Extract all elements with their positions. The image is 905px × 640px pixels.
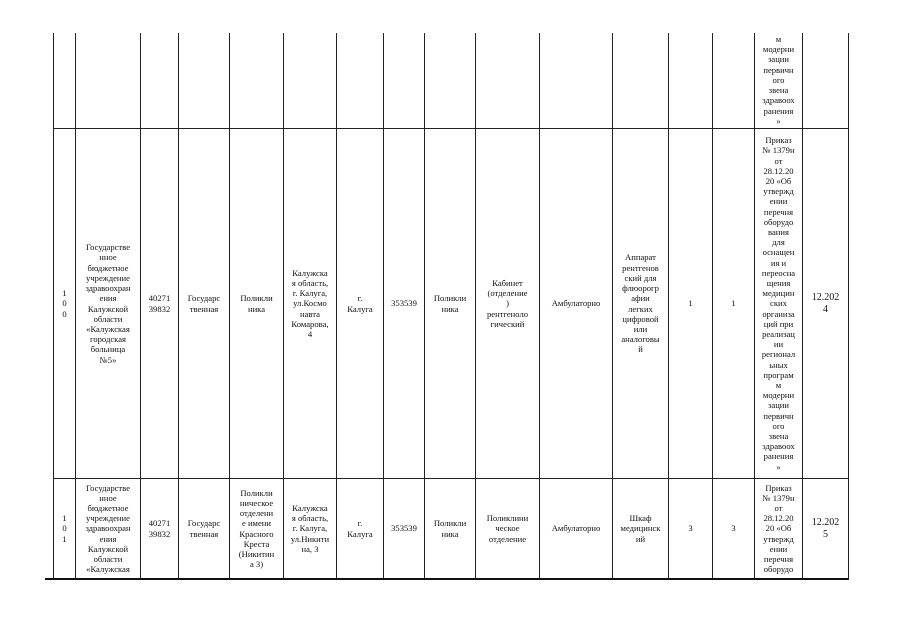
care-condition-cell: Амбулаторно	[551, 298, 601, 309]
address-cell: Калужска я область, г. Калуга, ул.Никити на, 3	[290, 502, 330, 554]
quantity-plan-cell: 3	[731, 523, 736, 534]
inn-cell: 40271 39832	[148, 293, 171, 314]
date-cell: 12.202 5	[811, 516, 840, 540]
order-reference-cell: Приказ № 1379н от 28.12.20 20 «Об утвержд ении перечня оборудо	[762, 482, 795, 575]
inn-cell: 40271 39832	[148, 518, 171, 539]
ownership-cell: Государс твенная	[187, 293, 221, 314]
date-cell: 12.202 4	[811, 291, 840, 315]
code-cell: 353539	[391, 523, 417, 534]
row-number-cell: 1 0 1	[62, 513, 67, 544]
care-condition-cell: Амбулаторно	[551, 523, 601, 534]
equipment-cell: Шкаф медицинск ий	[620, 513, 661, 544]
facility-cell: Поликли ническое отделени е имени Красного Креста (Никитин а 3)	[238, 487, 275, 570]
department-cell: Поликлини ческое отделение	[486, 513, 529, 544]
city-cell: г. Калуга	[347, 293, 373, 314]
organization-cell: Государстве нное бюджетное учреждение здравоохран ения Калужской области «Калужская городская больница №5»	[85, 242, 131, 365]
table-bottom-edge	[45, 578, 848, 580]
quantity-plan-cell: 1	[731, 298, 736, 309]
code-cell: 353539	[391, 298, 417, 309]
order-reference-cell: Приказ № 1379н от 28.12.20 20 «Об утвержд ении перечня оборудо вания для оснащен ия и переосна щения медицин ских организа ций при реализац ии регионал ьных програм м модерни зации первичн ого звена здравоох ранения »	[761, 135, 796, 472]
ownership-cell: Государс твенная	[187, 518, 221, 539]
city-cell: г. Калуга	[347, 518, 373, 539]
facility-cell: Поликли ника	[240, 293, 273, 314]
grid-line	[848, 33, 849, 580]
row-number-cell: 1 0 0	[62, 288, 67, 319]
equipment-cell: Аппарат рентгенов ский для флюорогр афии легких цифровой или аналоговы й	[621, 252, 660, 355]
facility-type-cell: Поликли ника	[433, 518, 467, 539]
quantity-need-cell: 1	[688, 298, 693, 309]
quantity-need-cell: 3	[688, 523, 693, 534]
prev-row-order-cell: м модерни зации первичн ого звена здравоох ранения »	[762, 34, 795, 126]
facility-type-cell: Поликли ника	[433, 293, 467, 314]
address-cell: Калужска я область, г. Калуга, ул.Космо навта Комарова, 4	[291, 267, 329, 339]
organization-cell: Государстве нное бюджетное учреждение здравоохран ения Калужской области «Калужская	[85, 482, 131, 575]
department-cell: Кабинет (отделение ) рентгеноло гический	[486, 277, 529, 329]
